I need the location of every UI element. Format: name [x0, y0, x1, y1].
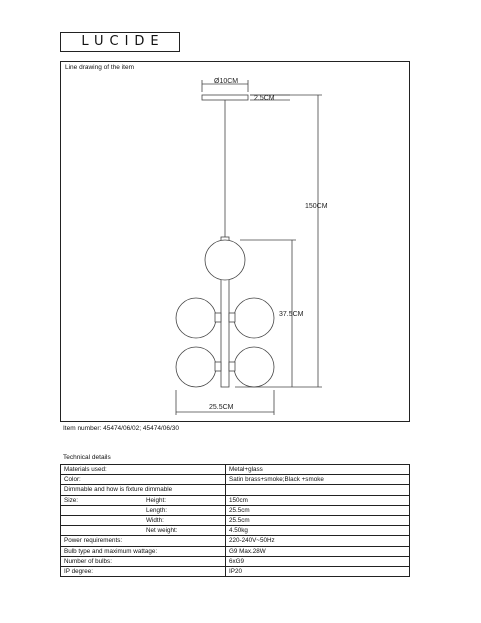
spec-label: Dimmable and how is fixture dimmable — [64, 486, 173, 494]
spec-value: 220-240V~50Hz — [226, 536, 410, 546]
spec-value: 6xG9 — [226, 556, 410, 566]
spec-row — [61, 465, 410, 475]
lucide-logo: LUCIDE — [60, 32, 180, 52]
technical-details-title: Technical details — [63, 454, 111, 461]
spec-row — [61, 505, 410, 515]
canopy — [202, 95, 248, 100]
spec-label-cell — [61, 556, 226, 566]
dim-body-height: 37.5CM — [279, 311, 304, 318]
holder — [229, 362, 235, 371]
spec-row — [61, 485, 410, 495]
drawing-title: Line drawing of the item — [65, 64, 135, 71]
holder — [215, 313, 221, 322]
spec-value: 4.50kg — [226, 526, 410, 536]
spec-label-cell — [61, 515, 226, 525]
spec-row — [61, 475, 410, 485]
spec-row — [61, 546, 410, 556]
dim-total-height: 150CM — [305, 203, 328, 210]
spec-sublabel: Width: — [146, 517, 164, 525]
dim-width: 25.5CM — [209, 404, 234, 411]
item-number: Item number: 45474/06/02; 45474/06/30 — [63, 425, 180, 432]
spec-sublabel: Length: — [146, 506, 168, 514]
dim-canopy-height: 2.5CM — [254, 95, 275, 102]
spec-label-cell — [61, 465, 226, 475]
spec-row — [61, 526, 410, 536]
spec-label: Number of bulbs: — [64, 557, 112, 565]
spec-row — [61, 495, 410, 505]
spec-sublabel: Net weight: — [146, 527, 178, 535]
spec-label-cell — [61, 475, 226, 485]
spec-label: Size: — [64, 496, 78, 504]
spec-row — [61, 566, 410, 576]
spec-label: IP degree: — [64, 567, 93, 575]
spec-label-cell — [61, 526, 226, 536]
spec-label: Color: — [64, 476, 81, 484]
spec-label-cell — [61, 505, 226, 515]
spec-label-cell — [61, 485, 226, 495]
globe-bottom-left — [176, 347, 216, 387]
spec-value — [226, 485, 410, 495]
spec-sublabel: Height: — [146, 496, 166, 504]
spec-value: 150cm — [226, 495, 410, 505]
spec-row — [61, 556, 410, 566]
spec-row — [61, 536, 410, 546]
holder — [229, 313, 235, 322]
spec-label: Materials used: — [64, 466, 107, 474]
spec-value: IP20 — [226, 566, 410, 576]
spec-label-cell — [61, 566, 226, 576]
dim-canopy-diameter: Ø10CM — [214, 78, 239, 85]
globe-mid-left — [176, 298, 216, 338]
globe-bottom-right — [234, 347, 274, 387]
holder — [215, 362, 221, 371]
globe-mid-right — [234, 298, 274, 338]
spec-value: G9 Max.28W — [226, 546, 410, 556]
spec-label: Bulb type and maximum wattage: — [64, 547, 158, 555]
spec-label: Power requirements: — [64, 537, 123, 545]
globe-top — [205, 240, 245, 280]
spec-label-cell — [61, 495, 226, 505]
spec-label-cell — [61, 536, 226, 546]
technical-details-table — [60, 464, 410, 577]
spec-label-cell — [61, 546, 226, 556]
spec-value: Metal+glass — [226, 465, 410, 475]
spec-value: 25.5cm — [226, 505, 410, 515]
spec-row — [61, 515, 410, 525]
spec-value: Satin brass+smoke;Black +smoke — [226, 475, 410, 485]
spec-value: 25.5cm — [226, 515, 410, 525]
